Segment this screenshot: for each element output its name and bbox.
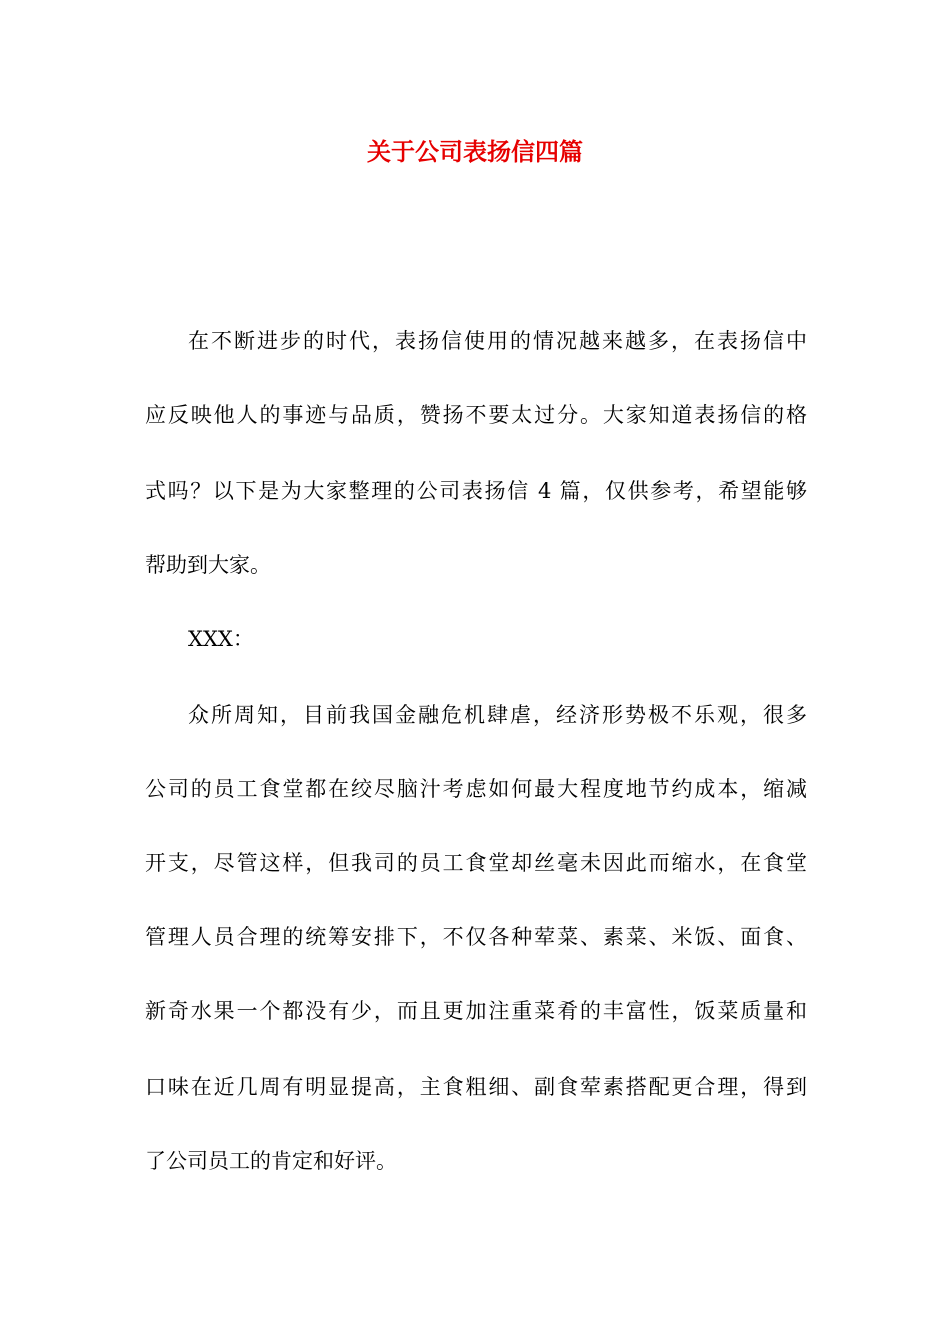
letter-line-5: 新奇水果一个都没有少，而且更加注重菜肴的丰富性，饭菜质量和	[145, 999, 807, 1023]
letter-line-2: 公司的员工食堂都在绞尽脑汁考虑如何最大程度地节约成本，缩减	[145, 777, 807, 801]
intro-line-1: 在不断进步的时代，表扬信使用的情况越来越多，在表扬信中	[188, 329, 807, 353]
intro-line-2: 应反映他人的事迹与品质，赞扬不要太过分。大家知道表扬信的格	[145, 403, 807, 427]
intro-line-3: 式吗？以下是为大家整理的公司表扬信 4 篇，仅供参考，希望能够	[145, 479, 807, 503]
document-title: 关于公司表扬信四篇	[367, 138, 583, 166]
letter-line-7: 了公司员工的肯定和好评。	[145, 1149, 397, 1173]
intro-line-4: 帮助到大家。	[145, 553, 271, 577]
letter-line-6: 口味在近几周有明显提高，主食粗细、副食荤素搭配更合理，得到	[145, 1075, 807, 1099]
letter-line-3: 开支，尽管这样，但我司的员工食堂却丝毫未因此而缩水，在食堂	[145, 851, 807, 875]
letter-salutation: XXX：	[188, 627, 254, 651]
letter-line-1: 众所周知，目前我国金融危机肆虐，经济形势极不乐观，很多	[188, 703, 807, 727]
letter-line-4: 管理人员合理的统筹安排下，不仅各种荤菜、素菜、米饭、面食、	[145, 925, 807, 949]
